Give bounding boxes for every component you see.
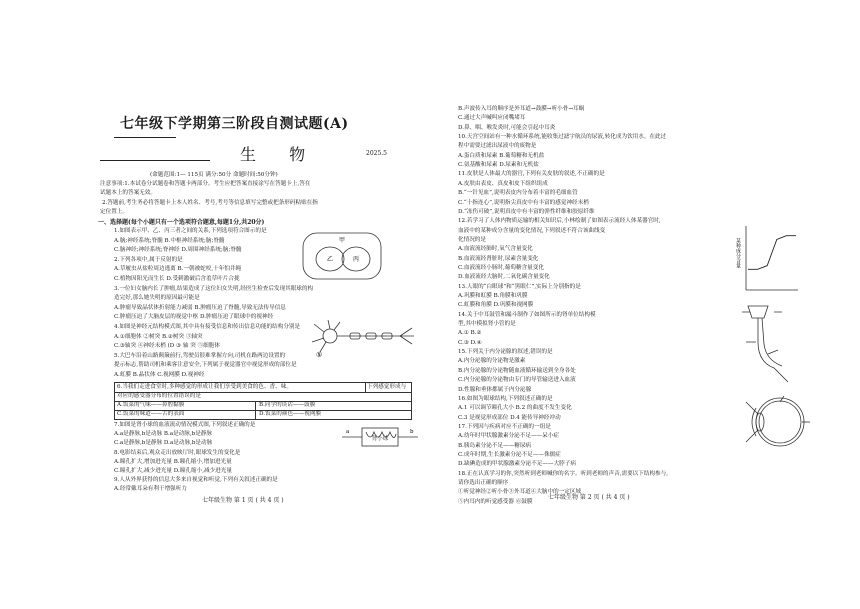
question-line: A.内分泌腺的分泌物是激素 [458, 358, 526, 365]
question-line: 血液中的某种成分含量的变化情况,下列叙述不符合该曲线变 [458, 227, 606, 234]
question-line: C.通过大声喊叫应闭嘴堵耳 [458, 115, 526, 122]
notice-line-1: 注意事项:1.本试卷分试题卷和答题卡两部分。考生应把答案直接涂写在答题卡上,答在 [100, 181, 311, 187]
question-line: A.草履虫从盐粒周边逃离 B.一朝被蛇咬,十年怕井绳 [114, 266, 242, 273]
question-line: C.③ D.④ [458, 339, 482, 346]
question-line: C.瞳孔扩大,减少进光量 D.瞳孔缩小,减少进光量 [114, 468, 232, 474]
venn-label-outer: 甲 [338, 237, 346, 244]
question-line: 8.电影结束后,观众走出放映厅时,眼球发生的变化是 [114, 449, 241, 456]
exam-info: (命题范围:1— 115页 满分:50分 命题时间:50分钟) [150, 172, 278, 178]
question-line: B.血液流经肾脏时,尿素含量变化 [458, 255, 539, 262]
question-line: C.氨基酸和尿素 D.尿素和无机盐 [458, 162, 539, 169]
question-line: 造完好,那么她失明的原因最可能是 [114, 295, 200, 302]
vessel-a-label: a [346, 429, 350, 435]
question-line: C.成年时期,生长激素分泌不足——侏儒症 [458, 451, 561, 458]
chart-ylabel: 某种成分含量 [735, 238, 741, 268]
venn-label-left: 乙 [326, 256, 334, 263]
question-line: A.虹膜 B.晶状体 C.视网膜 D.视神经 [114, 372, 205, 378]
venn-label-right: 丙 [352, 256, 360, 263]
question-line: A.① B.② [458, 330, 482, 337]
question-line: C.植物因阳光而生长 D.受刺激破后含羞草叶片合拢 [114, 276, 240, 282]
question-line: D.缺碘造成的甲状腺激素分泌不足——大脖子病 [458, 461, 576, 468]
question-line: 10.天宫空间站有一种水循环系统,能收集过滤宇航员的尿液,转化成为饮用水。在此过 [458, 134, 667, 141]
question-line: C.虹膜和角膜 D.巩膜和视网膜 [458, 302, 534, 309]
question-line: B.内分泌腺的分泌物随血液循环输送到全身各处 [458, 367, 576, 374]
question-line: 11.皮肤是人体最大的器官,下列有关皮肤的叙述,不正确的是 [458, 171, 605, 178]
chart-series-line [748, 236, 796, 270]
question-line: C.肿瘤压迫了大脑皮层的视觉中枢 D.肿瘤压迫了眼球中的视神经 [114, 314, 274, 321]
question-line: 12.若学习了人体内物质运输的相关知识后,小林绘制了如图表示流经人体某器官时, [458, 218, 661, 225]
question-line: D.血液流经大脑时,二氧化碳含量变化 [458, 274, 550, 281]
question-line: 18.正在认真学习的你,突然听到老师喊你的名字。听到老师的声音,需要以下结构参与, [458, 470, 669, 477]
question-line: 1.如图表示甲、乙、丙三者之间的关系,下列选项符合图示的是 [114, 228, 267, 234]
question-line: 15.下列关于内分泌腺的叙述,错误的是 [458, 349, 553, 356]
exam-title: 七年级下学期第三阶段自测试题(A) [120, 116, 349, 132]
question-line: 2.下列各项中,属于反射的是 [114, 256, 183, 263]
right-page-footer: 七年级生物 第 2 页 ( 共 4 页 ) [548, 494, 630, 501]
question-line: 7.如图是肾小球的血液流动情况模式图,下列叙述正确的是 [114, 422, 256, 428]
notice-line-2: 2.答题前,考生务必将答题卡上本人姓名、考号,考号等信息填写完整或把条形码粘贴在指 [102, 200, 318, 206]
exam-date: 2025.5 [366, 150, 387, 157]
eyeball-figure [744, 394, 810, 450]
title-underline [114, 137, 176, 138]
question-line: 14.关于中耳鼓管和漏斗制作了如图所示的肾单位结构模 [458, 311, 596, 318]
table-row-4-left: C.饭菜的味道——舌的表面 [117, 411, 185, 417]
question-line: B.胰岛素分泌不足——糖尿病 [458, 442, 532, 449]
question-line: 化情况的是 [458, 236, 486, 243]
question-line: C.血液流经小肠时,葡萄糖含量变化 [458, 264, 544, 271]
question-line: 16.如图为眼球结构,下列叙述正确的是 [458, 395, 553, 402]
eye-sclera [756, 398, 804, 446]
question-line: A.巩膜和虹膜 B.角膜和巩膜 [458, 293, 528, 299]
section-heading: 一、选择题(每个小题只有一个选项符合题意,每题1分,共20分) [98, 219, 265, 226]
funnel [748, 306, 768, 318]
vessel-b-label: b [410, 429, 414, 435]
table-row-1-left: 6.当我们走进食堂时,多种感觉的形成让我们享受到美食的色、香、味。 [117, 384, 292, 390]
question-line: C.脑神经;神经系统;脊神经 D.周围神经系统;脑;脊髓 [114, 247, 242, 254]
question-line: A.1 可以调节瞳孔大小 B.2 的曲度不发生变化 [458, 405, 572, 412]
question-line: D.“冻伤可破”,说明真皮中有丰富的弹性纤维和胶原纤维 [458, 208, 595, 215]
right-page [452, 0, 812, 609]
question-line: 提示标志,帮助司机和乘客注意安全,下列属于视觉器官中视觉形成的部位是 [114, 362, 297, 369]
question-line: A.蛋白质和尿素 B.葡萄糖和无机盐 [458, 152, 545, 159]
question-line: C.“十指连心”,说明指尖真皮中有丰富的感觉神经末梢 [458, 199, 589, 206]
question-line: 4.如图是神经元结构模式图,其中具有接受信息和传出信息功能的结构分别是 [114, 324, 301, 330]
left-page [100, 0, 430, 609]
question-line: ⑤内耳内的听觉感受器 ⑥鼓膜 [458, 498, 533, 505]
tube-2 [762, 318, 782, 366]
question-line: A.瞳孔扩大,增加进光量 B.瞳孔缩小,增加进光量 [114, 458, 232, 465]
neuron-terminals [400, 328, 414, 344]
notice-line-1b: 试题本上的答案无效。 [100, 190, 156, 196]
question-line: C.内分泌腺的分泌物由专门的导管输送进入血液 [458, 377, 576, 384]
name-line [100, 160, 210, 161]
subject-label: 生 物 [240, 145, 320, 164]
neuron-dendrites [312, 320, 340, 352]
eye-choroid [759, 401, 801, 443]
question-line: A.皮肤由表皮、真皮和皮下组织组成 [458, 180, 548, 187]
question-line: 请你选出正确的顺序 [458, 480, 509, 486]
question-line: A.幼年时甲状腺激素分泌不足——呆小症 [458, 433, 559, 440]
question-line: 17.下列因与疾病对应不正确的一组是 [458, 423, 551, 430]
question-line: A.血液流经肺时,氧气含量变化 [458, 246, 533, 253]
left-page-footer: 七年级生物 第 1 页 ( 共 4 页 ) [202, 497, 284, 504]
glomerulus-figure [340, 424, 420, 450]
question-line: 5.大巴车沿着山路颠簸前行,驾驶员很难掌握方向,司机在路两边设置的 [114, 352, 286, 359]
question-line: C.3 是视觉形成部位 D.4 能传导神经冲动 [458, 414, 561, 421]
question-line: ①听觉神经②听小骨③外耳道④大脑中的一定区域 [458, 489, 582, 496]
table-row-3-mid: B.同学的谈话——鼓膜 [259, 402, 316, 408]
question-line: B.声波传入耳的顺序是外耳道→鼓膜→听小骨→耳蜗 [458, 106, 585, 112]
glomerulus-label: 肾小球 [371, 436, 389, 442]
question-line: A.脑;神经系统;脊髓 B.中枢神经系统;脑;脊髓 [114, 237, 225, 244]
eye-cornea [752, 408, 756, 436]
question-6-table [114, 382, 412, 420]
table-row-4-mid: D.饭菜的颜色——视网膜 [259, 411, 322, 417]
question-line: 型,其中模拟肾小管的是 [458, 321, 516, 328]
question-line: D.鼻、咽、喉发炎时,可能会引起中耳炎 [458, 124, 556, 131]
question-line: A.a是静脉,b是动脉 B.a是动脉,b是静脉 [114, 431, 212, 438]
content-change-chart [734, 222, 800, 298]
neuron-figure [308, 318, 426, 358]
question-line: B.“一针见血”,说明表皮内分布着丰富的毛细血管 [458, 190, 578, 197]
question-line: D.性腺和垂体都属于内分泌腺 [458, 386, 532, 393]
question-line: 13.人眼的“白眼球”和“黑眼仁”,实际上分别指的是 [458, 283, 581, 290]
question-line: C.③轴突 ④神经末梢 (D ③ 轴 突 ⑤细胞体 [114, 343, 220, 350]
question-line: 程中需要过滤出尿液中的废物是 [458, 143, 537, 150]
question-line: 9.人从外界获得的信息大多来自视觉和听觉,下列有关叙述正确的是 [114, 477, 278, 484]
question-line: 3.一位妇女脑内长了肿瘤,结果造成了这位妇女失明,经医生检查后发现其眼球的构 [114, 285, 314, 292]
table-row-1-right: 下列感觉形成与 [367, 384, 407, 390]
question-line: A.经常戴耳朵有利于增强听力 [114, 486, 187, 493]
nephron-model-figure [738, 302, 798, 388]
venn-figure [302, 232, 382, 280]
neuron-label-5: ⑤ [316, 351, 323, 358]
notice-line-2b: 定位置上。 [100, 209, 128, 215]
table-row-3-left: A.饭菜的气味——鼻腔黏膜 [117, 402, 185, 408]
table-row-2-left: 对应的感受器分布的位置错误的是 [117, 393, 201, 399]
neuron-cell-body [323, 329, 337, 343]
question-line: A.①细胞体 ②树突 B.②树突 ③轴突 [114, 333, 203, 340]
question-line: A.肿瘤导致晶状体折射能力减弱 B.肿瘤压迫了脊髓,导致无法传导信息 [114, 304, 286, 311]
question-line: C.a是静脉,b是静脉 D.a是动脉,b是动脉 [114, 440, 213, 447]
